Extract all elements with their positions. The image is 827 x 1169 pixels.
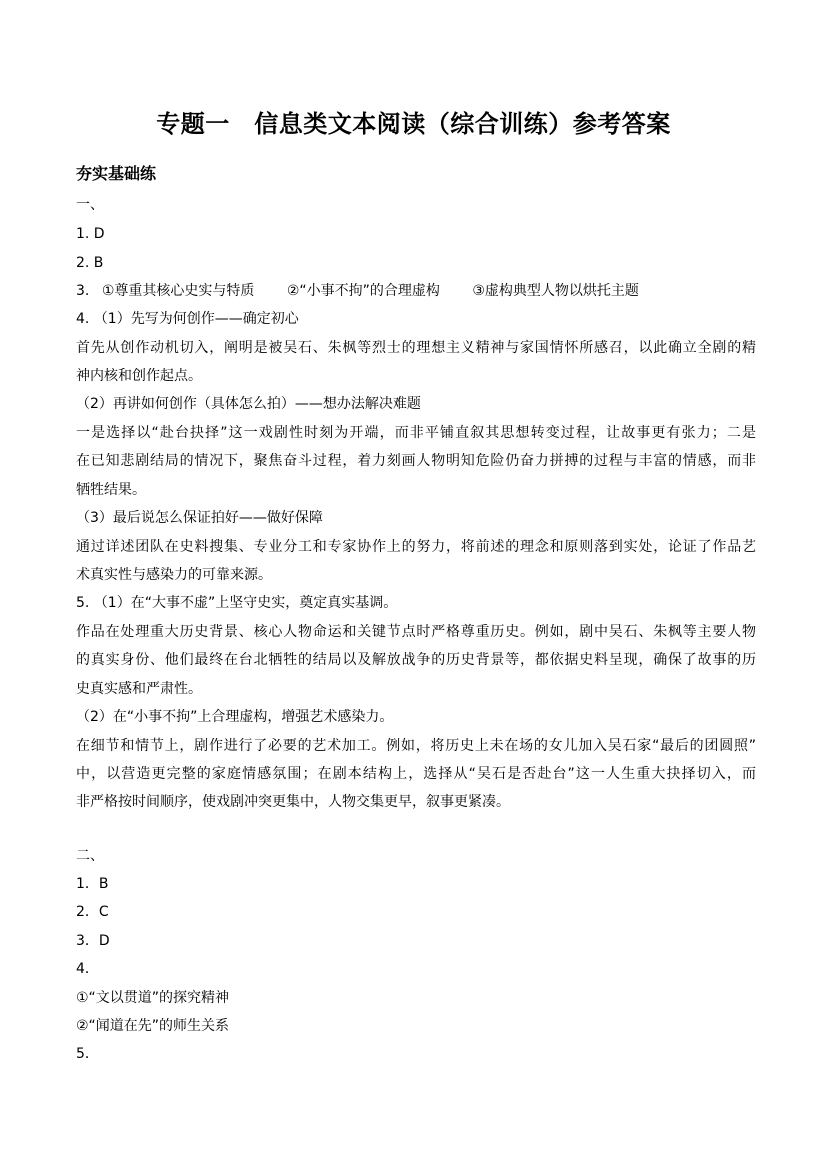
section-heading: 夯实基础练 bbox=[76, 164, 157, 183]
answer-5-body-2-line: 在细节和情节上，剧作进行了必要的艺术加工。例如，将历史上未在场的女儿加入吴石家“最后的团圆照” bbox=[76, 738, 756, 754]
answer-4-body-2-line: 在已知悲剧结局的情况下，聚焦奋斗过程，着力刻画人物明知危险仍奋力拼搏的过程与丰富的情感，而非 bbox=[76, 453, 756, 469]
answer-2: 2. B bbox=[76, 255, 104, 271]
answer-5-body-1-line: 的真实身份、他们最终在台北牺牲的结局以及解放战争的历史背景等，都依据史料呈现，确保了故事的历 bbox=[76, 652, 756, 668]
part-two-answer-4-point-b: ②“闻道在先”的师生关系 bbox=[76, 1018, 230, 1034]
answer-5-body-2-line: 非严格按时间顺序，使戏剧冲突更集中，人物交集更早，叙事更紧凑。 bbox=[76, 794, 510, 810]
part-one-label: 一、 bbox=[76, 197, 104, 213]
part-two-answer-4: 4． bbox=[76, 961, 99, 977]
part-two-answer-2: 2．C bbox=[76, 904, 109, 920]
answer-5-heading-2: （2）在“小事不拘”上合理虚构，增强艺术感染力。 bbox=[76, 709, 394, 725]
answer-5-body-2-line: 中，以营造更完整的家庭情感氛围；在剧本结构上，选择从“吴石是否赴台”这一人生重大抉择切入，而 bbox=[76, 766, 756, 782]
answer-5-body-1-line: 作品在处理重大历史背景、核心人物命运和关键节点时严格尊重历史。例如，剧中吴石、朱枫等主要人物 bbox=[76, 624, 756, 640]
answer-4-heading-3: （3）最后说怎么保证拍好——做好保障 bbox=[76, 510, 323, 526]
part-two-answer-1: 1．B bbox=[76, 876, 109, 892]
answer-4-body-2-line: 一是选择以“赴台抉择”这一戏剧性时刻为开端，而非平铺直叙其思想转变过程，让故事更有张力；二是 bbox=[76, 425, 756, 441]
part-two-answer-5: 5． bbox=[76, 1046, 99, 1062]
answer-5-body-1-line: 史真实感和严肃性。 bbox=[76, 681, 202, 697]
answer-3-number: 3. bbox=[76, 283, 90, 299]
part-two-answer-4-point-a: ①“文以贯道”的探究精神 bbox=[76, 990, 230, 1006]
answer-4-body-1-line: 神内核和创作起点。 bbox=[76, 368, 202, 384]
answer-4-body-1-line: 首先从创作动机切入，阐明是被吴石、朱枫等烈士的理想主义精神与家国情怀所感召，以此确立全剧的精 bbox=[76, 340, 756, 356]
answer-4-body-2-line: 牺牲结果。 bbox=[76, 482, 146, 498]
answer-4-body-3-line: 通过详述团队在史料搜集、专业分工和专家协作上的努力，将前述的理念和原则落到实处，论证了作品艺 bbox=[76, 539, 756, 555]
answer-3-point-c: ③虚构典型人物以烘托主题 bbox=[472, 283, 639, 299]
page-title: 专题一 信息类文本阅读（综合训练）参考答案 bbox=[156, 110, 671, 138]
answer-3 bbox=[76, 281, 639, 301]
part-two-label: 二、 bbox=[76, 848, 104, 864]
part-two-answer-3: 3．D bbox=[76, 933, 110, 949]
answer-3-point-a: ①尊重其核心史实与特质 bbox=[101, 283, 255, 299]
answer-4-heading-2: （2）再讲如何创作（具体怎么拍）——想办法解决难题 bbox=[76, 396, 421, 412]
answer-5-heading-1: 5. （1）在“大事不虚”上坚守史实，奠定真实基调。 bbox=[76, 595, 398, 611]
answer-4-heading-1: 4. （1）先写为何创作——确定初心 bbox=[76, 311, 299, 327]
answer-4-body-3-line: 术真实性与感染力的可靠来源。 bbox=[76, 567, 272, 583]
answer-3-point-b: ②“小事不拘”的合理虚构 bbox=[286, 283, 440, 299]
answer-1: 1. D bbox=[76, 226, 105, 242]
